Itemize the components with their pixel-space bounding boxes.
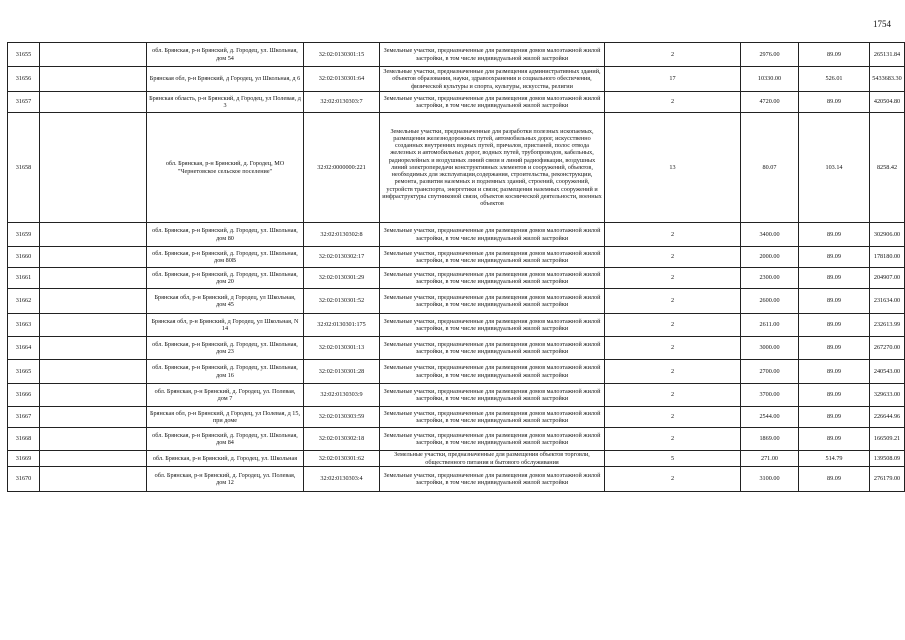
table-row: [8, 428, 905, 451]
address-cell: обл. Брянская, р-н Брянский, д. Городец, ул. Школьная, дом 54: [147, 43, 304, 67]
row-number-cell: 31655: [8, 43, 40, 67]
area-cell: 1869.00: [741, 428, 799, 451]
specific-value-cell: 89.09: [799, 43, 870, 67]
group-number-cell: 2: [605, 223, 741, 247]
group-number-cell: 2: [605, 407, 741, 428]
area-cell: 2000.00: [741, 247, 799, 268]
specific-value-cell: 89.09: [799, 407, 870, 428]
cadastral-number-cell: 32:02:0130303:4: [304, 467, 380, 492]
land-use-purpose-cell: Земельные участки, предназначенные для размещения домов малоэтажной жилой застройки, в том числе индивидуальной жилой застройки: [380, 428, 605, 451]
cadastral-value-cell: 265131.84: [870, 43, 905, 67]
specific-value-cell: 89.09: [799, 92, 870, 113]
address-cell: обл. Брянская, р-н Брянский, д. Городец, ул. Полевая, дом 12: [147, 467, 304, 492]
land-use-purpose-cell: Земельные участки, предназначенные для размещения объектов торговли, общественного питания и бытового обслуживания: [380, 451, 605, 467]
address-cell: обл. Брянская, р-н Брянский, д. Городец, МО "Чернетовское сельское поселение": [147, 113, 304, 223]
row-number-cell: 31659: [8, 223, 40, 247]
address-cell: обл. Брянская, р-н Брянский, д. Городец, ул. Полевая, дом 7: [147, 384, 304, 407]
blank-cell: [40, 314, 147, 337]
specific-value-cell: 89.09: [799, 384, 870, 407]
land-use-purpose-cell: Земельные участки, предназначенные для разработки полезных ископаемых, размещения железнодорожных путей, автомобильных дорог, искусственно созданных внутренних водных путей, причалов, пристаней, полос отвода железных и автомобильных дорог, водных путей, трубопроводов, кабельных, радиорелейных и воздушных линий связи и линий радиофикации, воздушных линий электропередачи конструктивных элементов и сооружений, объектов, необходимых для эксплуатации,содержания, строительства, реконструкции, ремонта, развития наземных и подземных зданий, строений, сооружений, устройств транспорта, энергетики и связи; размещения наземных сооружений и инфраструктуры спутниковой связи, объектов космической деятельности, военных объектов: [380, 113, 605, 223]
area-cell: 2544.00: [741, 407, 799, 428]
group-number-cell: 2: [605, 92, 741, 113]
specific-value-cell: 89.09: [799, 268, 870, 289]
cadastral-value-table: [7, 42, 905, 492]
cadastral-number-cell: 32:02:0130301:52: [304, 289, 380, 314]
land-use-purpose-cell: Земельные участки, предназначенные для размещения домов малоэтажной жилой застройки, в том числе индивидуальной жилой застройки: [380, 43, 605, 67]
cadastral-number-cell: 32:02:0130301:13: [304, 337, 380, 360]
table-row: [8, 247, 905, 268]
cadastral-number-cell: 32:02:0130303:59: [304, 407, 380, 428]
group-number-cell: 5: [605, 451, 741, 467]
blank-cell: [40, 43, 147, 67]
address-cell: Брянская область, р-н Брянский, д Городец, ул Полевая, д 3: [147, 92, 304, 113]
blank-cell: [40, 337, 147, 360]
table-row: [8, 384, 905, 407]
cadastral-value-cell: 232613.99: [870, 314, 905, 337]
row-number-cell: 31657: [8, 92, 40, 113]
area-cell: 4720.00: [741, 92, 799, 113]
specific-value-cell: 89.09: [799, 223, 870, 247]
address-cell: обл. Брянская, р-н Брянский, д. Городец, ул. Школьная: [147, 451, 304, 467]
group-number-cell: 17: [605, 67, 741, 92]
area-cell: 2600.00: [741, 289, 799, 314]
land-use-purpose-cell: Земельные участки, предназначенные для размещения домов малоэтажной жилой застройки, в том числе индивидуальной жилой застройки: [380, 247, 605, 268]
cadastral-value-cell: 178180.00: [870, 247, 905, 268]
blank-cell: [40, 467, 147, 492]
table-row: [8, 289, 905, 314]
address-cell: Брянская обл, р-н Брянский, д Городец, ул Школьная, N 14: [147, 314, 304, 337]
page-number: 1754: [873, 19, 891, 29]
cadastral-number-cell: 32:02:0130301:29: [304, 268, 380, 289]
address-cell: обл. Брянская, р-н Брянский, д. Городец, ул. Школьная, дом 16: [147, 360, 304, 384]
cadastral-value-cell: 231634.00: [870, 289, 905, 314]
group-number-cell: 2: [605, 384, 741, 407]
group-number-cell: 2: [605, 268, 741, 289]
address-cell: Брянская обл, р-н Брянский, д Городец, ул Полевая, д 15, при доме: [147, 407, 304, 428]
area-cell: 2611.00: [741, 314, 799, 337]
land-use-purpose-cell: Земельные участки, предназначенные для размещения домов малоэтажной жилой застройки, в том числе индивидуальной жилой застройки: [380, 289, 605, 314]
area-cell: 2300.00: [741, 268, 799, 289]
cadastral-value-cell: 267270.00: [870, 337, 905, 360]
row-number-cell: 31662: [8, 289, 40, 314]
blank-cell: [40, 67, 147, 92]
table-row: [8, 337, 905, 360]
cadastral-value-cell: 204907.00: [870, 268, 905, 289]
row-number-cell: 31666: [8, 384, 40, 407]
table-row: [8, 43, 905, 67]
cadastral-value-cell: 420504.80: [870, 92, 905, 113]
specific-value-cell: 89.09: [799, 467, 870, 492]
area-cell: 2700.00: [741, 360, 799, 384]
group-number-cell: 2: [605, 247, 741, 268]
cadastral-value-cell: 276179.00: [870, 467, 905, 492]
specific-value-cell: 89.09: [799, 247, 870, 268]
blank-cell: [40, 384, 147, 407]
cadastral-value-cell: 8258.42: [870, 113, 905, 223]
group-number-cell: 2: [605, 428, 741, 451]
land-use-purpose-cell: Земельные участки, предназначенные для размещения домов малоэтажной жилой застройки, в том числе индивидуальной жилой застройки: [380, 407, 605, 428]
group-number-cell: 2: [605, 360, 741, 384]
area-cell: 10330.00: [741, 67, 799, 92]
blank-cell: [40, 289, 147, 314]
cadastral-value-cell: 5433683.30: [870, 67, 905, 92]
address-cell: обл. Брянская, р-н Брянский, д. Городец, ул. Школьная, дом 84: [147, 428, 304, 451]
cadastral-number-cell: 32:02:0130302:8: [304, 223, 380, 247]
row-number-cell: 31669: [8, 451, 40, 467]
group-number-cell: 2: [605, 314, 741, 337]
cadastral-number-cell: 32:02:0000000:221: [304, 113, 380, 223]
address-cell: Брянская обл, р-н Брянский, д Городец, ул Школьная, дом 45: [147, 289, 304, 314]
specific-value-cell: 89.09: [799, 289, 870, 314]
table-row: [8, 268, 905, 289]
blank-cell: [40, 223, 147, 247]
table-row: [8, 314, 905, 337]
blank-cell: [40, 360, 147, 384]
table-row: [8, 467, 905, 492]
cadastral-value-cell: 329633.00: [870, 384, 905, 407]
area-cell: 271.00: [741, 451, 799, 467]
row-number-cell: 31665: [8, 360, 40, 384]
blank-cell: [40, 92, 147, 113]
row-number-cell: 31667: [8, 407, 40, 428]
area-cell: 3100.00: [741, 467, 799, 492]
land-use-purpose-cell: Земельные участки, предназначенные для размещения домов малоэтажной жилой застройки, в том числе индивидуальной жилой застройки: [380, 314, 605, 337]
row-number-cell: 31661: [8, 268, 40, 289]
table-row: [8, 67, 905, 92]
address-cell: обл. Брянская, р-н Брянский, д. Городец, ул. Школьная, дом 23: [147, 337, 304, 360]
group-number-cell: 2: [605, 467, 741, 492]
land-use-purpose-cell: Земельные участки, предназначенные для размещения административных зданий, объектов образования, науки, здравоохранения и социального обеспечения, физической культуры и спорта, культуры, искусства, религии: [380, 67, 605, 92]
table-row: [8, 113, 905, 223]
table-row: [8, 360, 905, 384]
land-use-purpose-cell: Земельные участки, предназначенные для размещения домов малоэтажной жилой застройки, в том числе индивидуальной жилой застройки: [380, 384, 605, 407]
cadastral-number-cell: 32:02:0130302:18: [304, 428, 380, 451]
specific-value-cell: 89.09: [799, 360, 870, 384]
cadastral-value-cell: 139508.09: [870, 451, 905, 467]
area-cell: 80.07: [741, 113, 799, 223]
blank-cell: [40, 451, 147, 467]
specific-value-cell: 89.09: [799, 428, 870, 451]
specific-value-cell: 514.79: [799, 451, 870, 467]
land-use-purpose-cell: Земельные участки, предназначенные для размещения домов малоэтажной жилой застройки, в том числе индивидуальной жилой застройки: [380, 268, 605, 289]
cadastral-number-cell: 32:02:0130303:9: [304, 384, 380, 407]
row-number-cell: 31658: [8, 113, 40, 223]
land-use-purpose-cell: Земельные участки, предназначенные для размещения домов малоэтажной жилой застройки, в том числе индивидуальной жилой застройки: [380, 337, 605, 360]
cadastral-value-cell: 226644.96: [870, 407, 905, 428]
row-number-cell: 31668: [8, 428, 40, 451]
cadastral-number-cell: 32:02:0130301:15: [304, 43, 380, 67]
row-number-cell: 31663: [8, 314, 40, 337]
table-row: [8, 451, 905, 467]
area-cell: 2976.00: [741, 43, 799, 67]
address-cell: Брянская обл, р-н Брянский, д Городец, ул Школьная, д 6: [147, 67, 304, 92]
cadastral-number-cell: 32:02:0130301:64: [304, 67, 380, 92]
blank-cell: [40, 407, 147, 428]
address-cell: обл. Брянская, р-н Брянский, д. Городец, ул. Школьная, дом 80В: [147, 247, 304, 268]
cadastral-value-cell: 240543.00: [870, 360, 905, 384]
blank-cell: [40, 268, 147, 289]
land-use-purpose-cell: Земельные участки, предназначенные для размещения домов малоэтажной жилой застройки, в том числе индивидуальной жилой застройки: [380, 92, 605, 113]
address-cell: обл. Брянская, р-н Брянский, д. Городец, ул. Школьная, дом 80: [147, 223, 304, 247]
row-number-cell: 31670: [8, 467, 40, 492]
land-use-purpose-cell: Земельные участки, предназначенные для размещения домов малоэтажной жилой застройки, в том числе индивидуальной жилой застройки: [380, 360, 605, 384]
area-cell: 3000.00: [741, 337, 799, 360]
cadastral-number-cell: 32:02:0130301:175: [304, 314, 380, 337]
area-cell: 3700.00: [741, 384, 799, 407]
cadastral-value-cell: 166509.21: [870, 428, 905, 451]
cadastral-number-cell: 32:02:0130301:28: [304, 360, 380, 384]
row-number-cell: 31656: [8, 67, 40, 92]
specific-value-cell: 89.09: [799, 337, 870, 360]
cadastral-number-cell: 32:02:0130302:17: [304, 247, 380, 268]
blank-cell: [40, 247, 147, 268]
table-row: [8, 223, 905, 247]
group-number-cell: 13: [605, 113, 741, 223]
address-cell: обл. Брянская, р-н Брянский, д. Городец, ул. Школьная, дом 20: [147, 268, 304, 289]
row-number-cell: 31664: [8, 337, 40, 360]
specific-value-cell: 526.01: [799, 67, 870, 92]
area-cell: 3400.00: [741, 223, 799, 247]
table-row: [8, 407, 905, 428]
specific-value-cell: 89.09: [799, 314, 870, 337]
blank-cell: [40, 113, 147, 223]
land-use-purpose-cell: Земельные участки, предназначенные для размещения домов малоэтажной жилой застройки, в том числе индивидуальной жилой застройки: [380, 467, 605, 492]
group-number-cell: 2: [605, 337, 741, 360]
cadastral-value-cell: 302906.00: [870, 223, 905, 247]
table-row: [8, 92, 905, 113]
specific-value-cell: 103.14: [799, 113, 870, 223]
land-use-purpose-cell: Земельные участки, предназначенные для размещения домов малоэтажной жилой застройки, в том числе индивидуальной жилой застройки: [380, 223, 605, 247]
group-number-cell: 2: [605, 289, 741, 314]
cadastral-number-cell: 32:02:0130301:62: [304, 451, 380, 467]
cadastral-number-cell: 32:02:0130303:7: [304, 92, 380, 113]
group-number-cell: 2: [605, 43, 741, 67]
blank-cell: [40, 428, 147, 451]
row-number-cell: 31660: [8, 247, 40, 268]
